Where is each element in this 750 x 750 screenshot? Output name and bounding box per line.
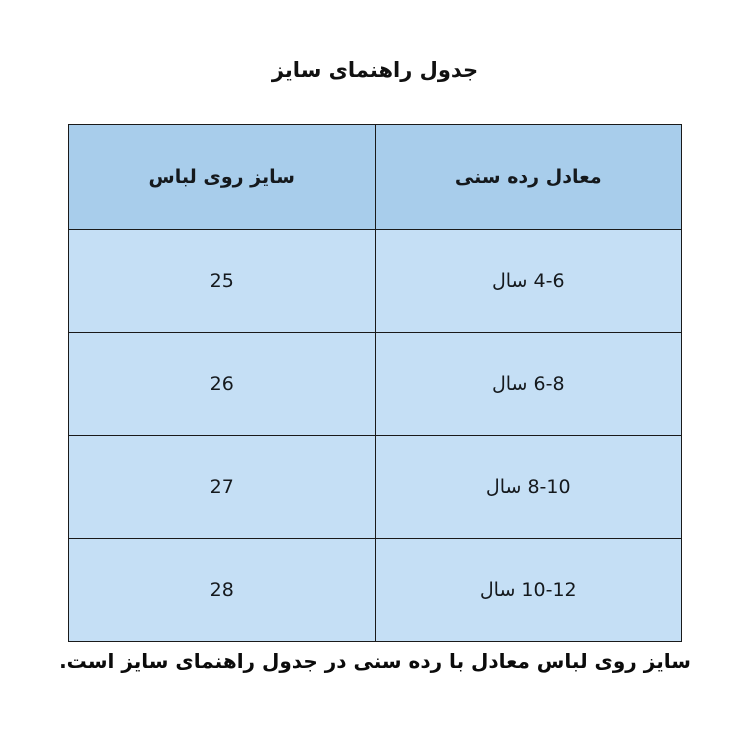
column-header-age: معادل رده سنی [375,125,682,230]
cell-age: 10-12 سال [375,539,682,642]
table-row [69,539,682,642]
cell-age: 8-10 سال [375,436,682,539]
table-row [69,333,682,436]
cell-age: 4-6 سال [375,230,682,333]
column-header-garment-size: سایز روی لباس [69,125,376,230]
cell-size: 27 [69,436,376,539]
page-title: جدول راهنمای سایز [271,58,479,82]
footnote-text: سایز روی لباس معادل با رده سنی در جدول راهنمای سایز است. [59,649,691,673]
table-row [69,230,682,333]
table-row [69,436,682,539]
cell-size: 26 [69,333,376,436]
cell-age: 6-8 سال [375,333,682,436]
table-body [69,230,682,642]
cell-size: 25 [69,230,376,333]
size-table-container [68,124,682,642]
table-header [69,125,682,230]
cell-size: 28 [69,539,376,642]
size-guide-table [68,124,682,642]
table-header-row [69,125,682,230]
